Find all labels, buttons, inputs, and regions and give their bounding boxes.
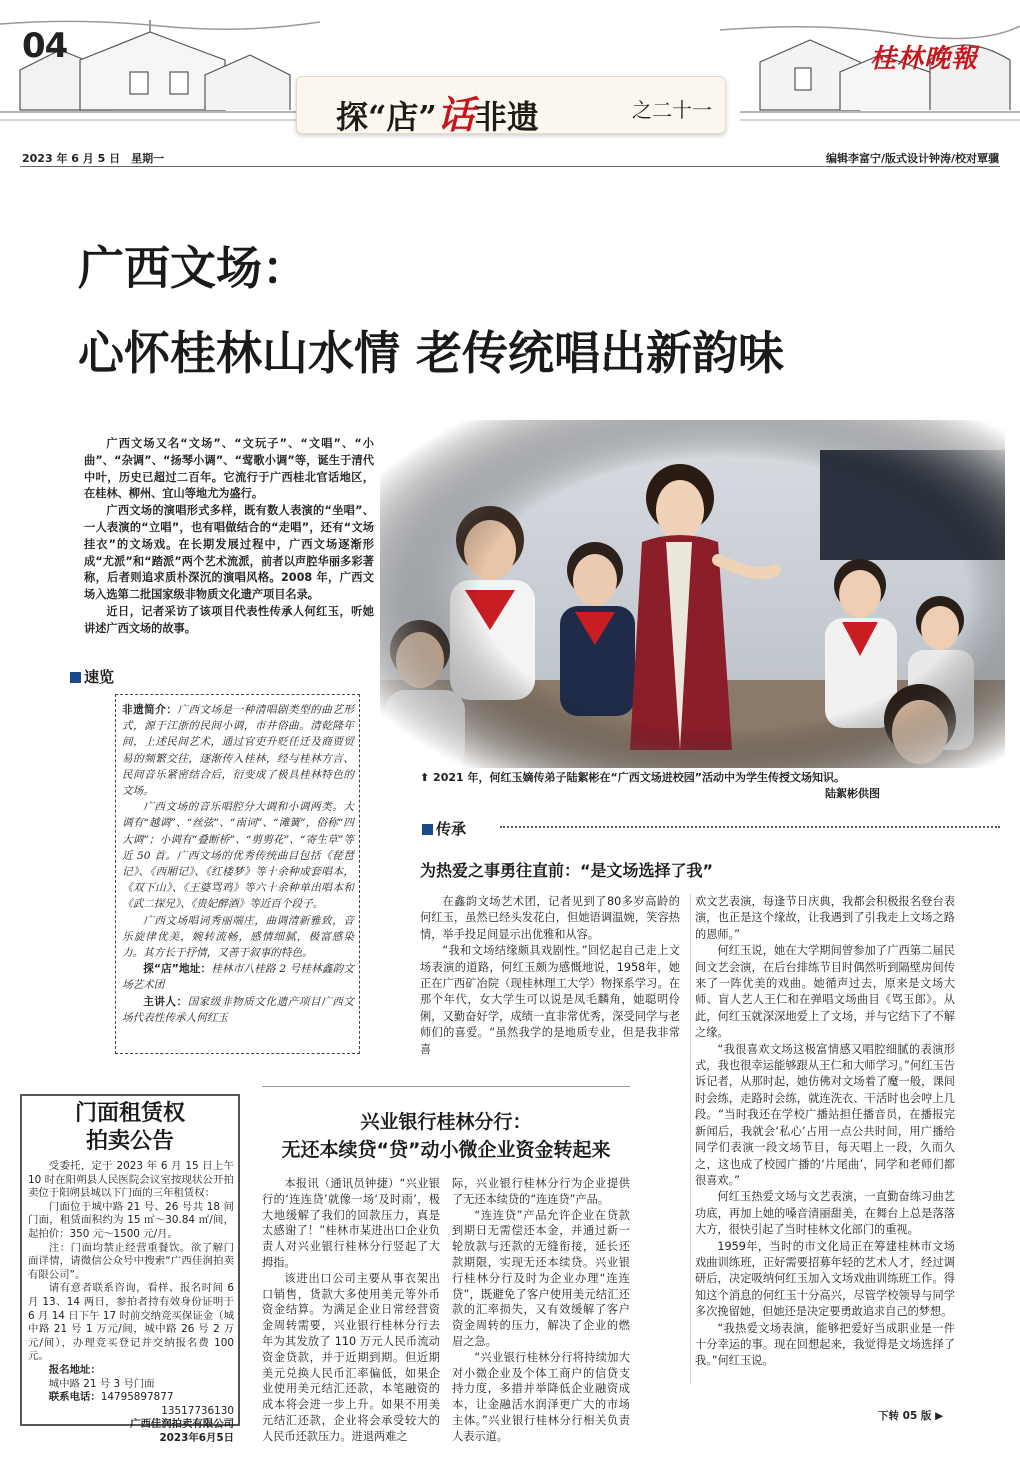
body-paragraph: 何红玉说，她在大学期间曾参加了广西第二届民间文艺会演，在后台排练节目时偶然听到隔壁房间传来了一阵优美的戏曲。她循声过去，原来是文场大师、盲人艺人王仁和在弹唱文场曲目《骂玉郎》。从此，何红玉就深深地爱上了文场，并与它结下了不解之缘。 bbox=[695, 944, 955, 1040]
summary-address-label: 探“店”地址： bbox=[143, 963, 212, 976]
summary-text bbox=[122, 702, 354, 1026]
section-square-icon bbox=[70, 672, 81, 683]
newspaper-masthead: 桂林晚報 bbox=[870, 44, 979, 74]
article-photo bbox=[380, 420, 1005, 768]
auction-phone-1: 14795897877 bbox=[100, 1391, 174, 1404]
intro-paragraph: 广西文场又名“文场”、“文玩子”、“文唱”、“小曲”、“杂调”、“扬琴小调”、“莺歌小调”等，诞生于清代中叶，历史已超过二百年。它流行于广西桂北官话地区，在桂林、柳州、宜山等地尤为盛行。 bbox=[84, 437, 374, 501]
auction-paragraph: 请有意者联系咨询，看样、报名时间 6 月 13、14 两日，参拍者持有效身份证明于 6 月 14 日下午 17 时前交纳竞买保证金（城中路 21 号 1 万元/间，城中路 26 号 2 万元/间），办理竞买登记并交纳报名费 100 元。 bbox=[28, 1282, 234, 1363]
inheritance-section-label bbox=[422, 818, 466, 839]
intro-paragraph: 近日，记者采访了该项目代表性传承人何红玉，听她讲述广西文场的故事。 bbox=[84, 604, 374, 635]
caption-text: 2021 年，何红玉嫡传弟子陆絮彬在“广西文场进校园”活动中为学生传授文场知识。 bbox=[433, 771, 845, 784]
body-paragraph: 际，兴业银行桂林分行为企业提供了无还本续贷的“连连贷”产品。 bbox=[452, 1177, 630, 1206]
classroom-photo-illustration bbox=[380, 420, 1005, 768]
auction-phone-label: 联系电话： bbox=[48, 1391, 101, 1404]
auction-paragraph: 受委托，定于 2023 年 6 月 15 日上午 10 时在阳朔县人民医院会议室按现状公开拍卖位于阳朔县城以下门面的三年租赁权： bbox=[28, 1160, 234, 1200]
summary-label-text: 速览 bbox=[84, 668, 115, 686]
body-paragraph: “兴业银行桂林分行将持续加大对小微企业及个体工商户的信贷支持力度，多措并举降低企业融资成本，让金融活水润泽更广大的市场主体。”兴业银行桂林分行相关负责人表示道。 bbox=[452, 1350, 630, 1443]
header-rule bbox=[20, 166, 1000, 167]
continued-note bbox=[878, 1408, 943, 1423]
summary-paragraph: 广西文场唱词秀丽端庄，曲调清新雅致，音乐旋律优美，婉转流畅，感情细腻，极富感染力。其方长于抒情，又善于叙事的特色。 bbox=[122, 914, 354, 960]
column-divider bbox=[690, 894, 691, 1384]
body-paragraph: 该进出口公司主要从事衣架出口销售，货款大多使用美元等外币资金结算。为满足企业日常经营资金周转需要，兴业银行桂林分行去年为其发放了 110 万元人民币流动资金贷款，并于近期到期。但近期美元兑换人民币汇率偏低，如果企业使用美元结汇还款，本笔融资的成本将会进一步上升。如果不用美元结汇还款，企业将会承受较大的人民币还款压力。进退两难之 bbox=[262, 1271, 440, 1443]
summary-intro-label: 非遗简介： bbox=[122, 704, 178, 716]
auction-paragraph: 注：门面均禁止经营重餐饮。欲了解门面详情，请微信公众号中搜索“广西佳润拍卖有限公司”。 bbox=[28, 1241, 234, 1281]
issue-date: 2023 年 6 月 5 日 星期一 bbox=[22, 152, 165, 165]
body-paragraph: 本报讯（通讯员钟捷）“兴业银行的‘连连贷’就像一场‘及时雨’，极大地缓解了我们的回款压力，真是太感谢了！”桂林市某进出口企业负责人对兴业银行桂林分行竖起了大拇指。 bbox=[262, 1177, 440, 1269]
body-paragraph: 1959年，当时的市文化局正在筹建桂林市文场戏曲训练班，正好需要招募年轻的艺术人才，经过调研后，决定吸纳何红玉加入文场戏曲训练班工作。得知这个消息的何红玉十分高兴，尽管学校领导与同学多次挽留她，但她还是决定要勇敢追求自己的梦想。 bbox=[695, 1239, 955, 1319]
body-paragraph: “我热爱文场表演，能够把爱好当成职业是一件十分幸运的事。现在回想起来，我觉得是文场选择了我。”何红玉说。 bbox=[695, 1321, 955, 1368]
auction-text bbox=[28, 1160, 234, 1445]
summary-speaker-text: 国家级非物质文化遗产项目广西文场代表性传承人何红玉 bbox=[122, 995, 355, 1024]
article-intro bbox=[84, 436, 374, 638]
series-banner bbox=[276, 70, 746, 140]
photo-credit: 陆絮彬供图 bbox=[825, 787, 880, 800]
headline-line1: 广西文场： bbox=[78, 241, 308, 295]
inheritance-label-text: 传承 bbox=[436, 820, 467, 838]
summary-intro-text: 广西文场是一种清唱剧类型的曲艺形式，源于江浙的民间小调，市井俗曲。清乾隆年间，上述民间艺术，通过官吏升贬任迁及商贾贸易的频繁交往，逐渐传入桂林，经与桂林方言、民间音乐紧密结合后，衍变成了极具桂林特色的文场。 bbox=[122, 704, 355, 798]
headline-line2: 心怀桂林山水情 老传统唱出新韵味 bbox=[78, 326, 785, 380]
intro-paragraph: 广西文场的演唱形式多样，既有数人表演的“坐唱”、一人表演的“立唱”，也有唱做结合的“走唱”，还有“文场挂衣”的文场戏。在长期发展过程中，广西文场逐渐形成“尤派”和“踏派”两个艺术流派，前者以声腔华丽多彩著称，后者则追求质朴深沉的演唱风格。2008 年，广西文场入选第二批国家级非物质文化遗产项目名录。 bbox=[84, 504, 374, 602]
summary-paragraph: 广西文场的音乐唱腔分大调和小调两类。大调有“越调”、“丝弦”、“南词”、“滩簧”，俗称“四大调”；小调有“叠断桥”、“剪剪花”、“寄生草”等近 50 首。广西文场的优秀传统曲目包括《琵琶记》、《西厢记》、《红楼梦》等十余种成套唱本，《双下山》、《王婆骂鸡》等六十余种单出唱本和《武二探兄》、《贵妃醉酒》等近百个段子。 bbox=[122, 801, 354, 911]
inheritance-subhead: 为热爱之事勇往直前：“是文场选择了我” bbox=[420, 861, 714, 880]
auction-phone-2: 13517736130 bbox=[161, 1404, 234, 1417]
body-paragraph: “我很喜欢文场这极富情感又唱腔细腻的表演形式，我也很幸运能够跟从王仁和大师学习。”何红玉告诉记者，从那时起，她仿佛对文场着了魔一般，课间时会练，走路时会练，就连洗衣、干活时也会哼上几段。“当时我还在学校广播站担任播音员，在播报完新闻后，我就会‘私心’占用一点公共时间，用广播给同学们表演一段文场节目，每天唱上一段，久而久之，这也成了校园广播的‘片尾曲’，同学和老师们都很喜欢。” bbox=[695, 1042, 955, 1187]
summary-speaker-label: 主讲人： bbox=[143, 995, 188, 1008]
series-title-left: 探“店” bbox=[336, 98, 437, 136]
body-paragraph: “连连贷”产品允许企业在贷款到期日无需偿还本金，并通过新一轮放款与还款的无缝衔接，延长还款期限，实现无还本续贷。兴业银行桂林分行及时为企业办理“连连贷”，既避免了客户使用美元结汇还款的汇率损失，又有效缓解了客户资金周转的压力，解决了企业的燃眉之急。 bbox=[452, 1208, 630, 1348]
series-subtitle: 之二十一 bbox=[632, 98, 712, 122]
summary-section-label bbox=[70, 666, 114, 687]
bank-title-line2: 无还本续贷“贷”动小微企业资金转起来 bbox=[281, 1139, 611, 1161]
summary-address-text: 桂林市八桂路 2 号桂林鑫韵文场艺术团 bbox=[122, 963, 354, 992]
series-title-right: 非遗 bbox=[474, 98, 539, 136]
auction-paragraph: 门面位于城中路 21 号、26 号共 18 间门面，租赁面积约为 15 ㎡～30.84 ㎡/间，起拍价：350 元～1500 元/月。 bbox=[28, 1200, 234, 1240]
editor-credits: 编辑李富宁/版式设计钟涛/校对覃骥 bbox=[826, 152, 1000, 165]
body-paragraph: 在鑫韵文场艺术团，记者见到了80多岁高龄的何红玉，虽然已经头发花白，但她语调温婉，笑容热情，举手投足间显示出优雅和从容。 bbox=[420, 895, 680, 941]
auction-title-line1: 门面租赁权 bbox=[74, 1101, 185, 1126]
body-paragraph: 欢文艺表演，每逢节日庆典，我都会积极报名登台表演，也正是这个缘故，让我遇到了引我走上文场之路的恩师。” bbox=[695, 895, 955, 941]
inheritance-column-1 bbox=[420, 894, 680, 1058]
auction-company: 广西佳润拍卖有限公司 bbox=[130, 1418, 234, 1431]
play-arrow-icon: ▶ bbox=[935, 1410, 944, 1422]
auction-title-line2: 拍卖公告 bbox=[85, 1129, 174, 1154]
bank-title-line1: 兴业银行桂林分行： bbox=[360, 1111, 532, 1133]
photo-caption bbox=[420, 770, 940, 802]
bank-column-2 bbox=[452, 1176, 630, 1445]
body-paragraph: “我和文场结缘颇具戏剧性。”回忆起自己走上文场表演的道路，何红玉颇为感慨地说，1958年，她正在广西矿冶院（现桂林理工大学）物探系学习。在那个年代，女大学生可以说是凤毛麟角，她聪明伶俐，又勤奋好学，成绩一直非常优秀，深受同学与老师们的喜爱。“虽然我学的是地质专业，但是我非常喜 bbox=[420, 944, 680, 1056]
page-number: 04 bbox=[22, 26, 68, 66]
caption-arrow-icon: ⬆ bbox=[420, 771, 434, 784]
auction-reg-address: 城中路 21 号 3 号门面 bbox=[48, 1377, 155, 1390]
auction-date: 2023年6月5日 bbox=[159, 1431, 234, 1444]
bank-column-1 bbox=[262, 1176, 440, 1445]
continued-note-text: 下转 05 版 bbox=[878, 1410, 932, 1422]
section-square-icon bbox=[422, 824, 433, 835]
auction-reg-label: 报名地址： bbox=[48, 1363, 101, 1376]
body-paragraph: 何红玉热爱文场与文艺表演，一直勤奋练习曲艺功底，再加上她的嗓音清丽甜美，在舞台上总是落落大方，很快引起了当时桂林文化部门的重视。 bbox=[695, 1190, 955, 1237]
series-title-red: 话 bbox=[436, 92, 475, 137]
section-dotted-rule bbox=[500, 826, 1000, 828]
series-title bbox=[336, 84, 539, 139]
bank-article-rule bbox=[262, 1086, 630, 1087]
inheritance-column-2 bbox=[695, 894, 955, 1370]
auction-title bbox=[20, 1100, 240, 1156]
